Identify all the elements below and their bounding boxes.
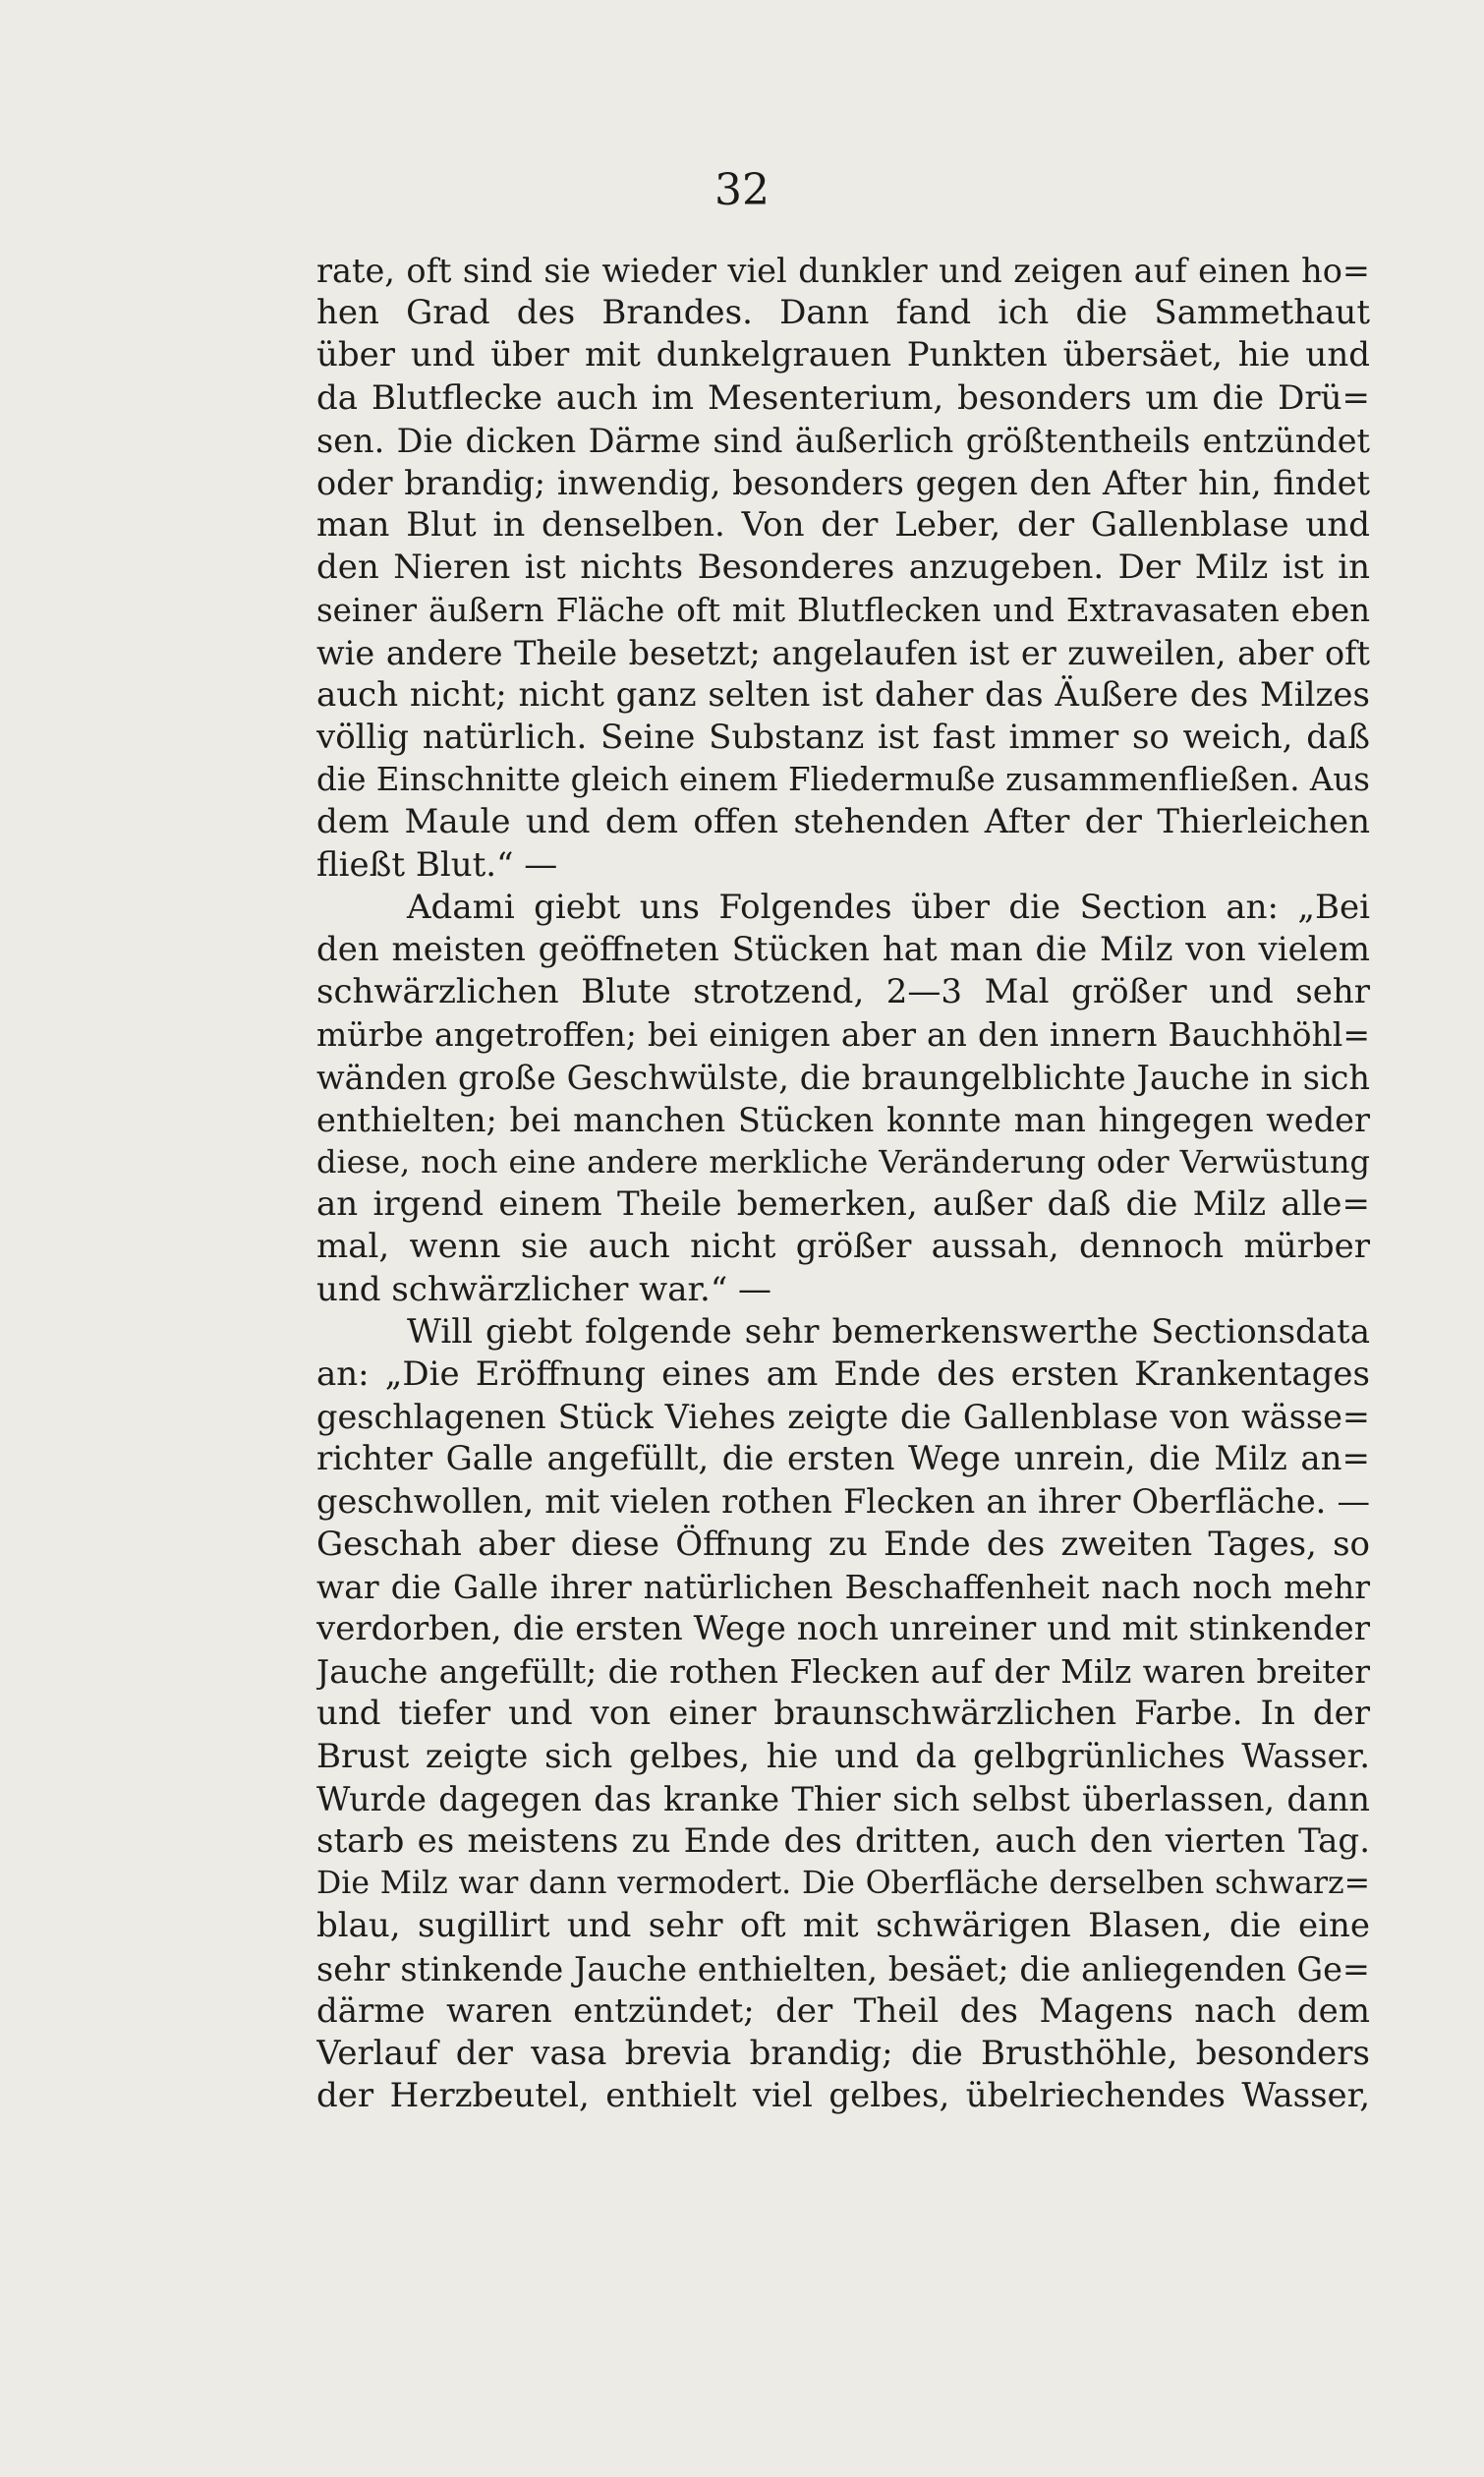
text-line-40: blau, sugillirt und sehr oft mit schwärigen Blasen, die eine xyxy=(316,1906,1370,1946)
text-line-19: mürbe angetroffen; bei einigen aber an den innern Bauchhöhl= xyxy=(316,1015,1370,1055)
text-line-44: der Herzbeutel, enthielt viel gelbes, übelriechendes Wasser, xyxy=(316,2076,1370,2116)
text-line-20: wänden große Geschwülste, die braungelblichte Jauche in sich xyxy=(316,1058,1370,1097)
text-line-11: auch nicht; nicht ganz selten ist daher das Äußere des Milzes xyxy=(316,674,1370,715)
text-line-5: sen. Die dicken Därme sind äußerlich größtentheils entzündet xyxy=(316,421,1370,460)
text-line-28: geschlagenen Stück Viehes zeigte die Gallenblase von wässe= xyxy=(316,1398,1370,1437)
text-line-22: diese, noch eine andere merkliche Veränderung oder Verwüstung xyxy=(316,1142,1370,1181)
text-line-18: schwärzlichen Blute strotzend, 2—3 Mal größer und sehr xyxy=(316,972,1370,1012)
text-line-7: man Blut in denselben. Von der Leber, der Gallenblase und xyxy=(316,505,1370,546)
text-line-36: Brust zeigte sich gelbes, hie und da gelbgrünliches Wasser. xyxy=(316,1736,1370,1776)
text-line-34: Jauche angefüllt; die rothen Flecken auf der Milz waren breiter xyxy=(316,1652,1370,1692)
text-line-8: den Nieren ist nichts Besonderes anzugeben. Der Milz ist in xyxy=(316,547,1370,588)
text-line-16: Adami giebt uns Folgendes über die Section an: „Bei xyxy=(407,887,1370,927)
text-line-15: fließt Blut.“ — xyxy=(316,844,558,885)
text-line-4: da Blutflecke auch im Mesenterium, besonders um die Drü= xyxy=(316,377,1370,418)
text-line-33: verdorben, die ersten Wege noch unreiner und mit stinkender xyxy=(316,1609,1370,1648)
text-line-14: dem Maule und dem offen stehenden After der Thierleichen xyxy=(316,802,1370,842)
body-text xyxy=(316,250,1370,2117)
text-line-9: seiner äußern Fläche oft mit Blutflecken und Extravasaten eben xyxy=(316,591,1370,629)
text-line-2: hen Grad des Brandes. Dann fand ich die Sammethaut xyxy=(316,293,1370,333)
text-line-1: rate, oft sind sie wieder viel dunkler und zeigen auf einen ho= xyxy=(316,252,1370,290)
text-line-27: an: „Die Eröffnung eines am Ende des ersten Krankentages xyxy=(316,1354,1370,1394)
text-line-3: über und über mit dunkelgrauen Punkten übersäet, hie und xyxy=(316,335,1370,375)
text-line-30: geschwollen, mit vielen rothen Flecken an ihrer Oberfläche. — xyxy=(316,1482,1370,1522)
text-line-13: die Einschnitte gleich einem Fliedermuße zusammenfließen. Aus xyxy=(316,761,1370,799)
text-line-35: und tiefer und von einer braunschwärzlichen Farbe. In der xyxy=(316,1694,1370,1734)
text-line-10: wie andere Theile besetzt; angelaufen ist er zuweilen, aber oft xyxy=(316,633,1370,672)
text-line-12: völlig natürlich. Seine Substanz ist fast immer so weich, daß xyxy=(316,718,1370,758)
text-line-37: Wurde dagegen das kranke Thier sich selbst überlassen, dann xyxy=(316,1779,1370,1818)
text-line-6: oder brandig; inwendig, besonders gegen den After hin, findet xyxy=(316,463,1370,502)
text-line-32: war die Galle ihrer natürlichen Beschaffenheit nach noch mehr xyxy=(316,1567,1370,1606)
text-line-17: den meisten geöffneten Stücken hat man die Milz von vielem xyxy=(316,930,1370,969)
text-line-39: Die Milz war dann vermodert. Die Oberfläche derselben schwarz= xyxy=(316,1866,1370,1902)
text-line-43: Verlauf der vasa brevia brandig; die Brusthöhle, besonders xyxy=(316,2033,1370,2073)
text-line-26: Will giebt folgende sehr bemerkenswerthe Sectionsdata xyxy=(407,1311,1370,1352)
text-line-23: an irgend einem Theile bemerken, außer daß die Milz alle= xyxy=(316,1184,1370,1225)
page-number: 32 xyxy=(714,165,770,215)
text-line-29: richter Galle angefüllt, die ersten Wege unrein, die Milz an= xyxy=(316,1439,1370,1479)
text-line-42: därme waren entzündet; der Theil des Magens nach dem xyxy=(316,1990,1370,2031)
text-line-38: starb es meistens zu Ende des dritten, auch den vierten Tag. xyxy=(316,1820,1370,1861)
text-line-24: mal, wenn sie auch nicht größer aussah, dennoch mürber xyxy=(316,1227,1370,1267)
text-line-21: enthielten; bei manchen Stücken konnte man hingegen weder xyxy=(316,1100,1370,1139)
text-line-25: und schwärzlicher war.“ — xyxy=(316,1269,772,1309)
text-line-31: Geschah aber diese Öffnung zu Ende des zweiten Tages, so xyxy=(316,1524,1370,1564)
text-line-41: sehr stinkende Jauche enthielten, besäet; die anliegenden Ge= xyxy=(316,1949,1370,1988)
